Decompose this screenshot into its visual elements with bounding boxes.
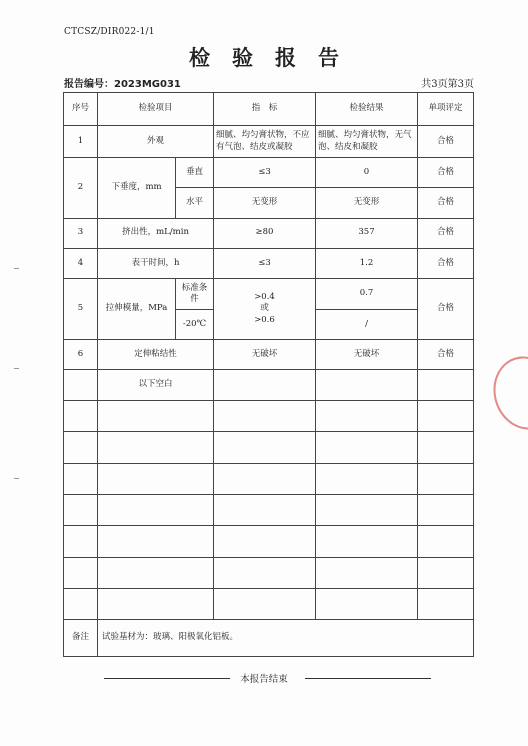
page-info: 共3页第3页 bbox=[421, 79, 474, 90]
cell-no: 2 bbox=[64, 157, 98, 218]
cell-no: 6 bbox=[64, 340, 98, 370]
cell-grade: 合格 bbox=[418, 188, 474, 218]
cell-condition: 标准条件 bbox=[176, 279, 214, 309]
header-spec: 指 标 bbox=[214, 93, 316, 126]
edge-mark bbox=[14, 478, 19, 479]
note-row bbox=[64, 620, 474, 657]
cell-spec bbox=[214, 279, 316, 340]
report-end-text: 本报告结束 bbox=[240, 674, 288, 685]
cell-item: 挤出性，mL/min bbox=[98, 218, 214, 248]
cell-grade: 合格 bbox=[418, 248, 474, 278]
cell-item: 外观 bbox=[98, 126, 214, 157]
footer-line-right bbox=[305, 678, 431, 679]
blank-row bbox=[64, 557, 474, 588]
inspection-table bbox=[63, 92, 474, 657]
header-no: 序号 bbox=[64, 93, 98, 126]
report-title: 检验报告 bbox=[189, 45, 361, 70]
cell-result: 357 bbox=[316, 218, 418, 248]
cell-result: 细腻、均匀膏状物，无气泡、结皮和凝胶 bbox=[316, 126, 418, 157]
edge-mark bbox=[14, 268, 19, 269]
cell-result: 1.2 bbox=[316, 248, 418, 278]
blank-note: 以下空白 bbox=[98, 370, 214, 400]
blank-row bbox=[64, 400, 474, 431]
cell-spec: 无破坏 bbox=[214, 340, 316, 370]
cell-no: 1 bbox=[64, 126, 98, 157]
table-row bbox=[64, 279, 474, 309]
cell-item: 定伸粘结性 bbox=[98, 340, 214, 370]
cell-result: 0.7 bbox=[316, 279, 418, 309]
cell-result: 无破坏 bbox=[316, 340, 418, 370]
table-row bbox=[64, 126, 474, 157]
table-row bbox=[64, 370, 474, 400]
cell-item: 下垂度，mm bbox=[98, 157, 176, 218]
blank-row bbox=[64, 526, 474, 557]
header-item: 检验项目 bbox=[98, 93, 214, 126]
cell-spec: 无变形 bbox=[214, 188, 316, 218]
header-grade: 单项评定 bbox=[418, 93, 474, 126]
table-row bbox=[64, 248, 474, 278]
cell-no: 5 bbox=[64, 279, 98, 340]
cell-condition: 水平 bbox=[176, 188, 214, 218]
table-header-row bbox=[64, 93, 474, 126]
table-row bbox=[64, 218, 474, 248]
cell-spec: ≤3 bbox=[214, 157, 316, 187]
cell-result: 无变形 bbox=[316, 188, 418, 218]
spec-line: >0.4 bbox=[254, 291, 275, 302]
cell-spec: ≤3 bbox=[214, 248, 316, 278]
cell-grade: 合格 bbox=[418, 126, 474, 157]
cell-item: 表干时间，h bbox=[98, 248, 214, 278]
document-code: CTCSZ/DIR022-1/1 bbox=[64, 27, 155, 37]
report-number: 报告编号：2023MG031 bbox=[64, 79, 181, 90]
cell-spec: 细腻、均匀膏状物，不应有气泡、结皮或凝胶 bbox=[214, 126, 316, 157]
spec-line: >0.6 bbox=[254, 314, 275, 325]
note-text: 试验基材为：玻璃、阳极氧化铝板。 bbox=[98, 620, 474, 657]
edge-mark bbox=[14, 368, 19, 369]
cell-grade: 合格 bbox=[418, 340, 474, 370]
cell-item: 拉伸模量，MPa bbox=[98, 279, 176, 340]
blank-row bbox=[64, 589, 474, 620]
header-result: 检验结果 bbox=[316, 93, 418, 126]
cell-condition: 垂直 bbox=[176, 157, 214, 187]
cell-result: / bbox=[316, 309, 418, 339]
cell-condition: -20℃ bbox=[176, 309, 214, 339]
seal-stamp bbox=[484, 348, 528, 438]
cell-no: 4 bbox=[64, 248, 98, 278]
cell-no: 3 bbox=[64, 218, 98, 248]
blank-row bbox=[64, 463, 474, 494]
cell-spec: ≥80 bbox=[214, 218, 316, 248]
cell-grade: 合格 bbox=[418, 218, 474, 248]
blank-row bbox=[64, 432, 474, 463]
spec-line: 或 bbox=[260, 303, 269, 314]
cell-result: 0 bbox=[316, 157, 418, 187]
blank-row bbox=[64, 494, 474, 525]
cell-grade: 合格 bbox=[418, 157, 474, 187]
note-label: 备注 bbox=[64, 620, 98, 657]
table-row bbox=[64, 157, 474, 187]
cell-grade: 合格 bbox=[418, 279, 474, 340]
report-end-footer bbox=[0, 671, 528, 685]
table-row bbox=[64, 340, 474, 370]
